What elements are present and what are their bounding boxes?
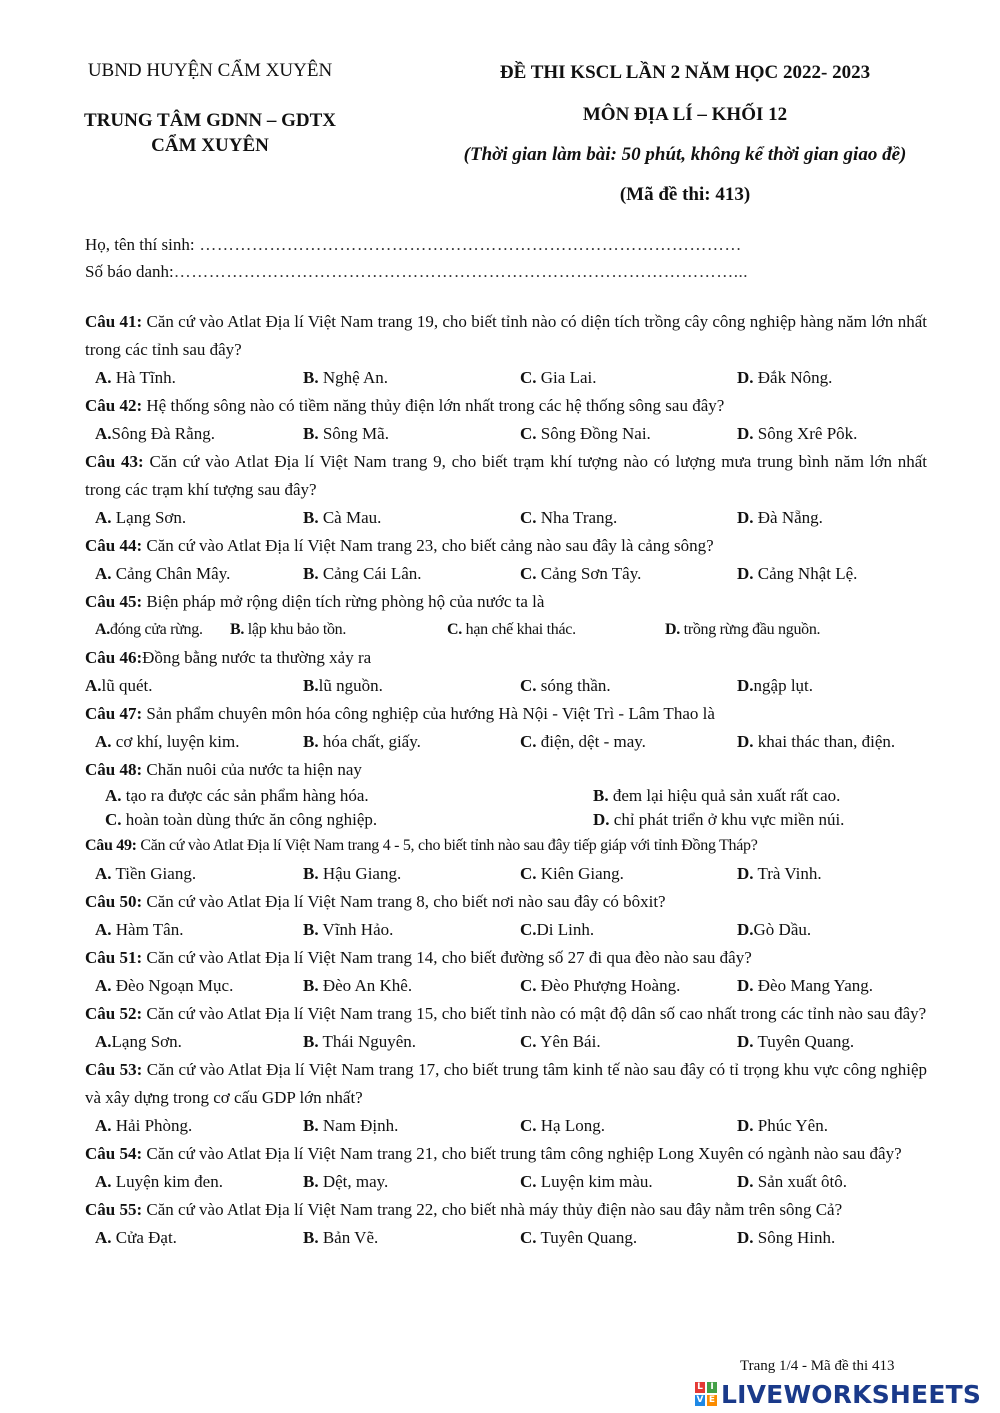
option-a[interactable]: A. Cửa Đạt.	[95, 1228, 177, 1247]
option-a[interactable]: A. Tiền Giang.	[95, 864, 197, 883]
candidate-id-label: Số báo danh:	[85, 262, 174, 281]
option-a[interactable]: A.đóng cửa rừng.	[95, 621, 203, 638]
question-48	[85, 756, 927, 784]
question-text: Căn cứ vào Atlat Địa lí Việt Nam trang 8, cho biết nơi nào sau đây có bôxit?	[142, 892, 666, 911]
exam-title: ĐỀ THI KSCL LẦN 2 NĂM HỌC 2022- 2023	[499, 62, 871, 83]
logo-mark-icon: L I V E	[696, 1382, 716, 1405]
question-number: Câu 46:	[85, 648, 143, 667]
option-c[interactable]: C. Sông Đồng Nai.	[520, 424, 651, 443]
option-c[interactable]: C. hạn chế khai thác.	[447, 621, 576, 638]
question-45	[85, 588, 927, 616]
question-text: Hệ thống sông nào có tiềm năng thủy điện lớn nhất trong các hệ thống sông sau đây?	[142, 396, 725, 415]
question-number: Câu 50:	[85, 892, 143, 911]
options-42	[85, 420, 927, 448]
question-number: Câu 49:	[85, 837, 137, 854]
option-b[interactable]: B. Nam Định.	[303, 1116, 399, 1135]
option-c[interactable]: C. điện, dệt - may.	[520, 732, 646, 751]
exam-duration: (Thời gian làm bài: 50 phút, không kể thời gian giao đề)	[463, 144, 907, 165]
candidate-name-label: Họ, tên thí sinh:	[85, 235, 195, 254]
option-b[interactable]: B. Nghệ An.	[303, 368, 389, 387]
question-52	[85, 1000, 927, 1028]
school-name-line1: TRUNG TÂM GDNN – GDTX	[84, 110, 336, 131]
option-a[interactable]: A. Lạng Sơn.	[95, 508, 187, 527]
question-list	[85, 308, 927, 1252]
option-d[interactable]: D. Sông Hinh.	[737, 1228, 836, 1247]
question-text: Căn cứ vào Atlat Địa lí Việt Nam trang 14, cho biết đường số 27 đi qua đèo nào sau đây?	[142, 948, 752, 967]
question-54	[85, 1140, 927, 1168]
option-a[interactable]: A.Sông Đà Rằng.	[95, 424, 215, 443]
option-a[interactable]: A. Luyện kim đen.	[95, 1172, 223, 1191]
options-47	[85, 728, 927, 756]
page-footer: Trang 1/4 - Mã đề thi 413	[740, 1358, 895, 1374]
option-b[interactable]: B.lũ nguồn.	[303, 676, 383, 695]
question-number: Câu 47:	[85, 704, 143, 723]
question-text: Chăn nuôi của nước ta hiện nay	[142, 760, 362, 779]
option-b[interactable]: B. lập khu bảo tồn.	[230, 621, 347, 638]
option-b[interactable]: B. Cảng Cái Lân.	[303, 564, 422, 583]
option-a[interactable]: A. tạo ra được các sản phẩm hàng hóa.	[105, 786, 369, 805]
option-d[interactable]: D. Cảng Nhật Lệ.	[737, 564, 858, 583]
question-number: Câu 41:	[85, 312, 143, 331]
liveworksheets-logo[interactable]	[695, 1380, 981, 1408]
logo-text: LIVEWORKSHEETS	[721, 1379, 982, 1409]
question-number: Câu 44:	[85, 536, 143, 555]
option-a[interactable]: A.lũ quét.	[85, 676, 153, 695]
question-number: Câu 53:	[85, 1060, 143, 1079]
option-a[interactable]: A.Lạng Sơn.	[95, 1032, 182, 1051]
option-c[interactable]: C. Đèo Phượng Hoàng.	[520, 976, 681, 995]
question-text: Căn cứ vào Atlat Địa lí Việt Nam trang 21, cho biết trung tâm công nghiệp Long Xuyên có ngành nào sau đây?	[142, 1144, 902, 1163]
options-43	[85, 504, 927, 532]
option-b[interactable]: B. Thái Nguyên.	[303, 1032, 417, 1051]
option-d[interactable]: D. khai thác than, điện.	[737, 732, 896, 751]
options-55	[85, 1224, 927, 1252]
option-d[interactable]: D. Tuyên Quang.	[737, 1032, 855, 1051]
question-text: Căn cứ vào Atlat Địa lí Việt Nam trang 17, cho biết trung tâm kinh tế nào sau đây có tỉ trọng khu vực công nghiệp và xây dựng trong cơ cấu GDP lớn nhất?	[85, 1060, 927, 1107]
option-d[interactable]: D.ngập lụt.	[737, 676, 814, 695]
option-b[interactable]: B. Hậu Giang.	[303, 864, 402, 883]
option-b[interactable]: B. Cà Mau.	[303, 508, 382, 527]
question-text: Căn cứ vào Atlat Địa lí Việt Nam trang 9, cho biết trạm khí tượng nào có lượng mưa trung bình năm lớn nhất trong các trạm khí tượng sau đây?	[85, 452, 927, 499]
option-c[interactable]: C. sóng thần.	[520, 676, 611, 695]
question-49	[85, 832, 927, 860]
question-text: Căn cứ vào Atlat Địa lí Việt Nam trang 4 - 5, cho biết tỉnh nào sau đây tiếp giáp với tỉnh Đồng Tháp?	[136, 837, 758, 854]
option-c[interactable]: C.Di Linh.	[520, 920, 595, 939]
question-number: Câu 54:	[85, 1144, 143, 1163]
candidate-name-line	[85, 235, 742, 255]
option-b[interactable]: B. Đèo An Khê.	[303, 976, 413, 995]
option-c[interactable]: C. Tuyên Quang.	[520, 1228, 638, 1247]
option-a[interactable]: A. Hải Phòng.	[95, 1116, 193, 1135]
question-text: Căn cứ vào Atlat Địa lí Việt Nam trang 15, cho biết tỉnh nào có mật độ dân số cao nhất trong các tỉnh nào sau đây?	[142, 1004, 927, 1023]
question-55	[85, 1196, 927, 1224]
question-number: Câu 45:	[85, 592, 143, 611]
exam-code: (Mã đề thi: 413)	[619, 184, 751, 205]
options-49	[85, 860, 927, 888]
option-a[interactable]: A. Hà Tĩnh.	[95, 368, 176, 387]
question-text: Sản phẩm chuyên môn hóa công nghiệp của hướng Hà Nội - Việt Trì - Lâm Thao là	[142, 704, 715, 723]
question-46	[85, 644, 927, 672]
option-c[interactable]: C. Gia Lai.	[520, 368, 597, 387]
question-41	[85, 308, 927, 364]
option-a[interactable]: A. Hàm Tân.	[95, 920, 184, 939]
option-d[interactable]: D. Đắk Nông.	[737, 368, 833, 387]
question-43	[85, 448, 927, 504]
question-53	[85, 1056, 927, 1112]
question-text: Đồng bằng nước ta thường xảy ra	[142, 648, 372, 667]
candidate-id-line	[85, 262, 748, 282]
option-c[interactable]: C. Cảng Sơn Tây.	[520, 564, 642, 583]
option-d[interactable]: D. Đèo Mang Yang.	[737, 976, 874, 995]
options-41	[85, 364, 927, 392]
option-b[interactable]: B. Dệt, may.	[303, 1172, 389, 1191]
option-b[interactable]: B. đem lại hiệu quả sản xuất rất cao.	[593, 786, 841, 805]
option-b[interactable]: B. Vĩnh Hảo.	[303, 920, 394, 939]
option-b[interactable]: B. Sông Mã.	[303, 424, 389, 443]
school-name-line2: CẨM XUYÊN	[151, 135, 269, 156]
option-d[interactable]: D. Sông Xrê Pôk.	[737, 424, 858, 443]
option-c[interactable]: C. Nha Trang.	[520, 508, 618, 527]
question-text: Căn cứ vào Atlat Địa lí Việt Nam trang 19, cho biết tỉnh nào có diện tích trồng cây công nghiệp hàng năm lớn nhất trong các tỉnh sau đây?	[85, 312, 927, 359]
options-53	[85, 1112, 927, 1140]
option-a[interactable]: A. cơ khí, luyện kim.	[95, 732, 240, 751]
question-number: Câu 48:	[85, 760, 143, 779]
question-47	[85, 700, 927, 728]
question-text: Biện pháp mở rộng diện tích rừng phòng hộ của nước ta là	[142, 592, 545, 611]
options-45	[85, 616, 927, 644]
question-number: Câu 55:	[85, 1200, 143, 1219]
candidate-name-field[interactable]: …………………………………………………………………………………	[194, 235, 742, 254]
option-c[interactable]: C. Hạ Long.	[520, 1116, 605, 1135]
option-d[interactable]: D. Sản xuất ôtô.	[737, 1172, 848, 1191]
question-44	[85, 532, 927, 560]
options-48-row2	[85, 808, 927, 832]
option-d[interactable]: D. Đà Nẵng.	[737, 508, 823, 527]
option-c[interactable]: C. Luyện kim màu.	[520, 1172, 653, 1191]
question-50	[85, 888, 927, 916]
option-c[interactable]: C. Kiên Giang.	[520, 864, 624, 883]
question-number: Câu 42:	[85, 396, 143, 415]
question-number: Câu 43:	[85, 452, 144, 471]
option-b[interactable]: B. Bản Vẽ.	[303, 1228, 379, 1247]
option-d[interactable]: D. Trà Vinh.	[737, 864, 822, 883]
option-d[interactable]: D. chỉ phát triển ở khu vực miền núi.	[593, 810, 845, 829]
options-44	[85, 560, 927, 588]
question-42	[85, 392, 927, 420]
candidate-id-field[interactable]: ……………………………………………………………………………………...	[173, 262, 749, 281]
question-number: Câu 52:	[85, 1004, 143, 1023]
option-a[interactable]: A. Cảng Chân Mây.	[95, 564, 231, 583]
options-52	[85, 1028, 927, 1056]
question-text: Căn cứ vào Atlat Địa lí Việt Nam trang 22, cho biết nhà máy thủy điện nào sau đây nằm trên sông Cả?	[142, 1200, 843, 1219]
question-number: Câu 51:	[85, 948, 143, 967]
option-c[interactable]: C. hoàn toàn dùng thức ăn công nghiệp.	[105, 810, 378, 829]
option-d[interactable]: D. trồng rừng đầu nguồn.	[665, 621, 821, 638]
option-c[interactable]: C. Yên Bái.	[520, 1032, 601, 1051]
option-d[interactable]: D.Gò Dầu.	[737, 920, 812, 939]
options-50	[85, 916, 927, 944]
option-d[interactable]: D. Phúc Yên.	[737, 1116, 828, 1135]
option-a[interactable]: A. Đèo Ngoạn Mục.	[95, 976, 234, 995]
header-left-line1: UBND HUYỆN CẨM XUYÊN	[87, 60, 333, 81]
options-48-row1	[85, 784, 927, 808]
exam-subject: MÔN ĐỊA LÍ – KHỐI 12	[582, 104, 788, 125]
option-b[interactable]: B. hóa chất, giấy.	[303, 732, 421, 751]
question-text: Căn cứ vào Atlat Địa lí Việt Nam trang 23, cho biết cảng nào sau đây là cảng sông?	[142, 536, 714, 555]
options-51	[85, 972, 927, 1000]
options-54	[85, 1168, 927, 1196]
question-51	[85, 944, 927, 972]
options-46	[85, 672, 927, 700]
header-left-school	[40, 108, 380, 158]
